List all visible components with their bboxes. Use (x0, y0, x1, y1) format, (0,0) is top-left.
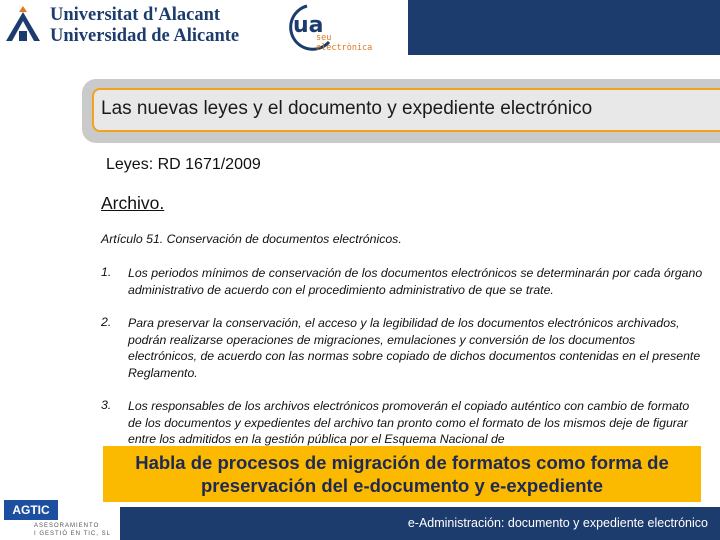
agtic-sub-line2: I GESTIÓ EN TIC, SL (34, 531, 111, 537)
agtic-logo-subtitle (34, 522, 111, 538)
article-heading: Artículo 51. Conservación de documentos electrónicos. (101, 232, 402, 246)
seu-line1: seu (316, 33, 332, 43)
agtic-sub-line1: ASESORAMIENTO (34, 523, 100, 529)
seu-electronica-label (316, 33, 372, 53)
item-text: Los responsables de los archivos electrónicos promoverán el copiado auténtico con cambio de formato de los documentos y expedientes del archivo tan pronto como el formato de los mismos deje de figurar entre los admitidos en la gestión pública por el Esquema Nacional de (128, 399, 690, 447)
section-heading: Archivo. (101, 193, 165, 213)
university-emblem-icon (3, 4, 43, 44)
item-number: 1. (101, 265, 112, 279)
item-text: Los periodos mínimos de conservación de los documentos electrónicos se determinarán por cada órgano administrativo de acuerdo con el procedimiento administrativo de que se trate. (128, 266, 703, 297)
item-number: 2. (101, 315, 112, 329)
university-name-line1: Universitat d'Alacant (50, 5, 221, 25)
highlight-callout (103, 446, 701, 502)
header-band (408, 0, 720, 55)
ua-logo-text: ua (293, 13, 324, 38)
slide-subtitle: Leyes: RD 1671/2009 (106, 156, 261, 173)
university-name-line2: Universidad de Alicante (50, 26, 240, 46)
highlight-text: Habla de procesos de migración de formatos como forma de preservación del e-documento y e-expediente (135, 452, 669, 496)
item-text: Para preservar la conservación, el acceso y la legibilidad de los documentos electrónicos archivados, podrán realizarse operaciones de migraciones, emulaciones y conversión de los documentos electrónicos, de acuerdo con las normas sobre copiado de dichos documentos contenidas en el presente Reglamento. (128, 316, 701, 380)
header (0, 0, 720, 58)
university-name (50, 5, 239, 47)
seu-line2: electrònica (316, 43, 373, 53)
footer-text: e-Administración: documento y expediente electrónico (407, 516, 708, 530)
slide-title: Las nuevas leyes y el documento y expediente electrónico (101, 98, 593, 119)
agtic-logo: AGTIC (4, 500, 58, 520)
item-number: 3. (101, 398, 112, 412)
footer-bar (120, 507, 720, 540)
